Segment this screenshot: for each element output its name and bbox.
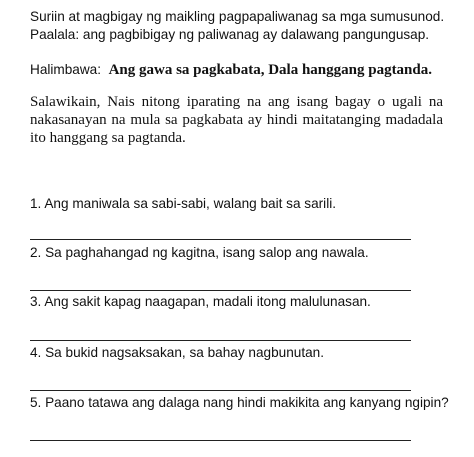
answer-line-3[interactable] (30, 340, 411, 341)
question-5: 5. Paano tatawa ang dalaga nang hindi makikita ang kanyang ngipin? (30, 395, 449, 410)
answer-line-2[interactable] (30, 290, 411, 291)
example-heading (30, 62, 432, 79)
example-explanation: Salawikain, Nais nitong iparating na ang isang bagay o ugali na nakasanayan na mula sa pagkabata ay hindi maitatanging madadala ito hanggang sa pagtanda. (30, 94, 443, 146)
reminder-text: Paalala: ang pagbibigay ng paliwanag ay dalawang pangungusap. (30, 27, 430, 42)
answer-line-4[interactable] (30, 390, 411, 391)
question-4: 4. Sa bukid nagsaksakan, sa bahay nagbunutan. (30, 345, 324, 360)
question-1: 1. Ang maniwala sa sabi-sabi, walang bait sa sarili. (30, 196, 337, 211)
instruction-text: Suriin at magbigay ng maikling pagpapaliwanag sa mga sumusunod. (30, 9, 445, 24)
question-3: 3. Ang sakit kapag naagapan, madali itong malulunasan. (30, 294, 371, 309)
example-proverb: Ang gawa sa pagkabata, Dala hanggang pagtanda. (108, 62, 432, 78)
example-label: Halimbawa: (30, 62, 102, 77)
answer-line-5[interactable] (30, 440, 411, 441)
question-2: 2. Sa paghahangad ng kagitna, isang salop ang nawala. (30, 245, 369, 260)
answer-line-1[interactable] (30, 239, 411, 240)
